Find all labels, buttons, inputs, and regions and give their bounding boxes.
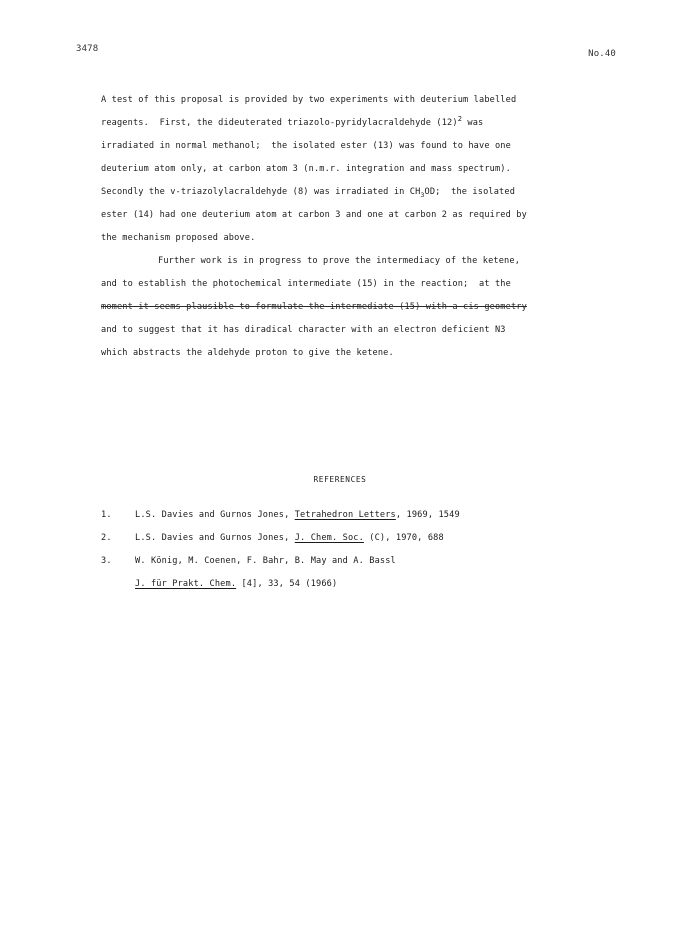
reference-authors: L.S. Davies and Gurnos Jones, [135,533,295,543]
text-span: Secondly the v-triazolylacraldehyde (8) was irradiated in CH [101,187,421,197]
reference-item [101,556,396,566]
references-heading: REFERENCES [313,475,367,484]
text-line: Further work is in progress to prove the intermediacy of the ketene, [158,256,521,266]
reference-journal: J. für Prakt. Chem. [135,579,237,589]
text-line: the mechanism proposed above. [101,233,256,243]
journal-issue-number: No.40 [588,49,616,59]
reference-journal: J. Chem. Soc. [294,533,364,543]
text-line: which abstracts the aldehyde proton to give the ketene. [101,348,394,358]
text-span: reagents. First, the dideuterated triazolo-pyridylacraldehyde (12) [101,118,458,128]
reference-item [101,533,444,543]
reference-authors: L.S. Davies and Gurnos Jones, [135,510,295,520]
reference-journal: Tetrahedron Letters [294,510,396,520]
text-span: was [462,118,484,128]
text-line: deuterium atom only, at carbon atom 3 (n.m.r. integration and mass spectrum). [101,164,511,174]
text-line: and to establish the photochemical intermediate (15) in the reaction; at the [101,279,511,289]
text-span: OD; the isolated [424,187,516,197]
text-line: and to suggest that it has diradical character with an electron deficient N3 [101,325,506,335]
reference-number: 2. [101,533,112,543]
reference-details: , 1969, 1549 [395,510,460,520]
subscript: 3 [420,191,425,199]
text-line: ester (14) had one deuterium atom at carbon 3 and one at carbon 2 as required by [101,210,527,220]
text-line: irradiated in normal methanol; the isolated ester (13) was found to have one [101,141,511,151]
page-number: 3478 [76,44,99,54]
text-line [101,187,515,197]
reference-number: 3. [101,556,112,566]
reference-item [101,510,460,520]
reference-number: 1. [101,510,112,520]
reference-authors: W. König, M. Coenen, F. Bahr, B. May and A. Bassl [135,556,396,566]
text-line: A test of this proposal is provided by two experiments with deuterium labelled [101,95,517,105]
reference-details: [4], 33, 54 (1966) [236,579,338,589]
reference-details: (C), 1970, 688 [363,533,444,543]
text-line [101,115,484,128]
citation-superscript: 2 [457,115,463,123]
reference-item-continuation [135,579,337,589]
text-line-struck: moment it seems plausible to formulate the intermediate (15) with a cis geometry [101,302,527,312]
